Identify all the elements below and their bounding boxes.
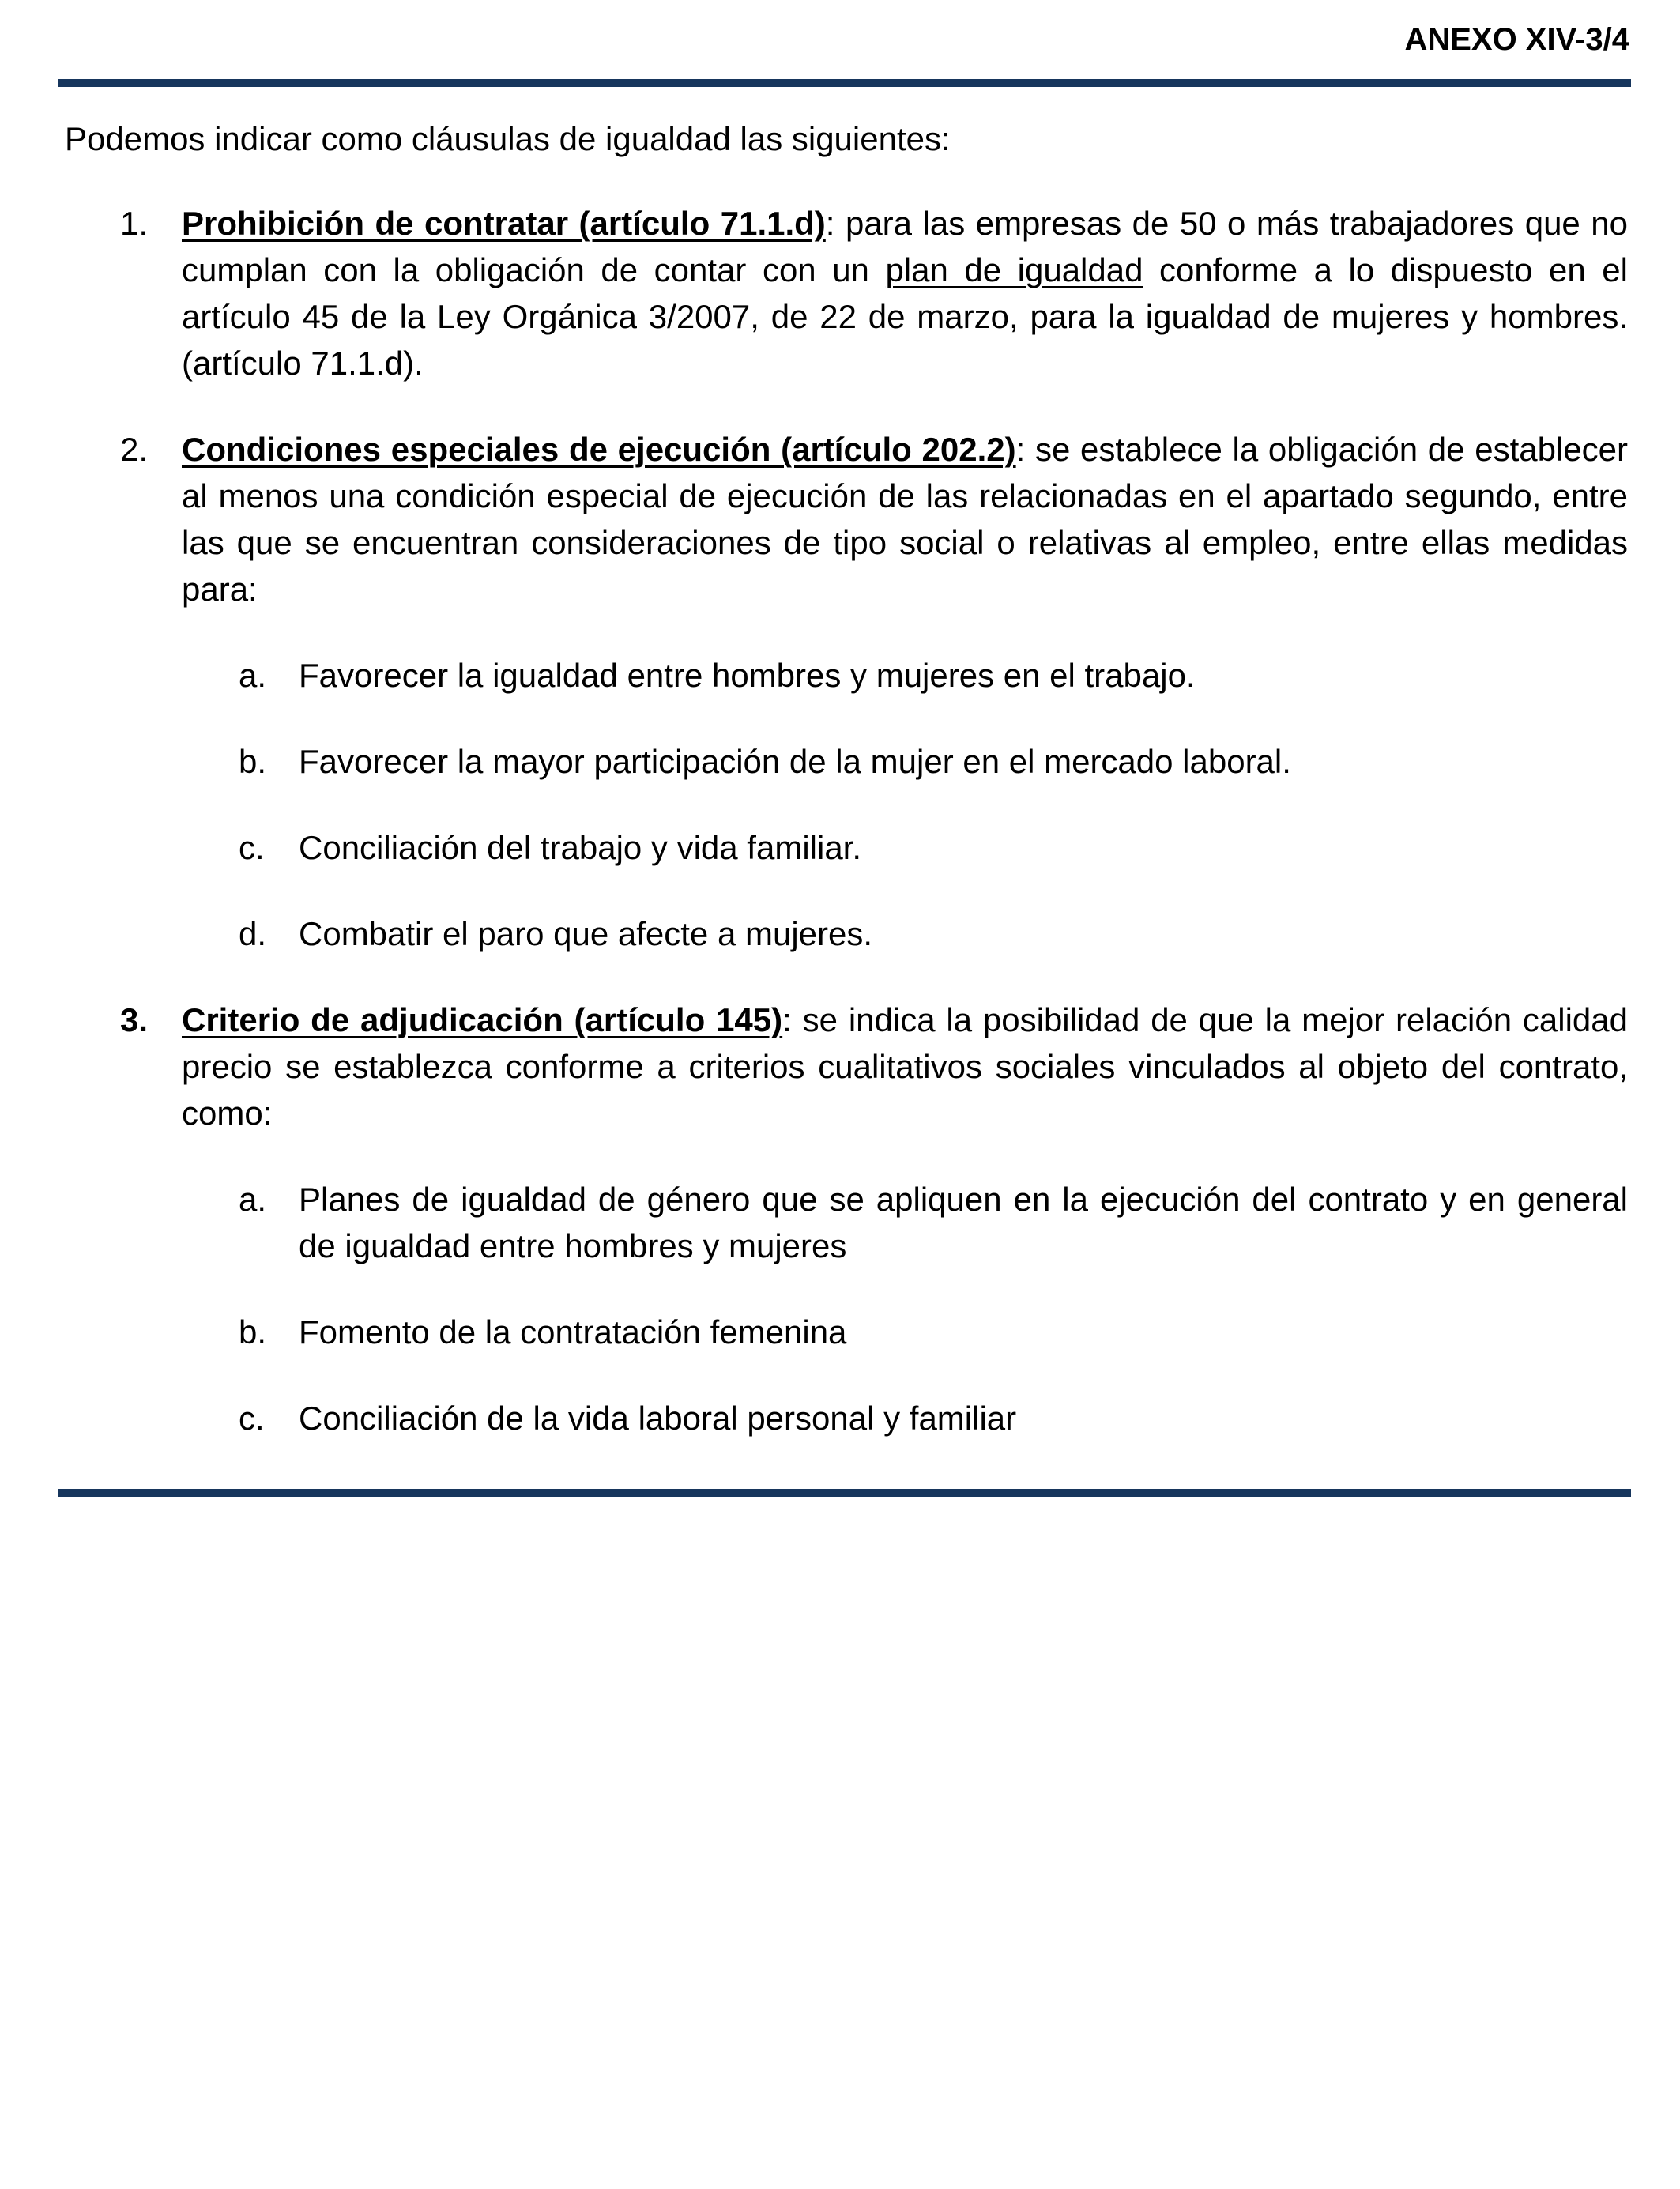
sub-item-letter: b. [239,743,267,780]
sub-item-text: Combatir el paro que afecte a mujeres. [299,915,873,952]
sub-item [182,738,1628,785]
sub-item-text: Planes de igualdad de género que se apliquen en la ejecución del contrato y en general de igualdad entre hombres y mujeres [299,1181,1628,1264]
clause-text: : se indica la posibilidad de que la mejor relación calidad precio se establezca conforme a criterios cualitativos sociales vinculados al objeto del contrato, como: [182,1001,1628,1132]
sub-item [182,1309,1628,1355]
sub-item [182,910,1628,957]
clause-heading: Prohibición de contratar (artículo 71.1.d) [182,205,826,242]
clause-text: : se establece la obligación de establecer al menos una condición especial de ejecución de las relacionadas en el apartado segundo, entre las que se encuentran consideraciones de tipo social o relativas al empleo, entre ellas medidas para: [182,431,1628,608]
clause-heading: Condiciones especiales de ejecución (artículo 202.2) [182,431,1016,468]
clause-number: 1. [120,205,149,242]
clause-item-2 [65,426,1628,957]
sub-item [182,1176,1628,1269]
document-body [65,115,1628,1481]
intro-paragraph: Podemos indicar como cláusulas de igualdad las siguientes: [65,120,951,157]
clause-item-3 [65,997,1628,1441]
clause-number: 2. [120,431,149,468]
annex-title: ANEXO XIV-3/4 [1404,22,1629,57]
bottom-divider [58,1489,1631,1497]
sub-item [182,652,1628,699]
plan-de-igualdad-link[interactable]: plan de igualdad [885,251,1143,288]
sub-item-text: Conciliación de la vida laboral personal y familiar [299,1400,1017,1437]
sub-item [182,1395,1628,1441]
sub-item-text: Conciliación del trabajo y vida familiar. [299,829,862,866]
sub-item [182,824,1628,871]
clause-number: 3. [120,1001,149,1038]
clause-text-continued: conforme a lo dispuesto en el artículo 45 de la Ley Orgánica 3/2007, de 22 de marzo, para la igualdad de mujeres y hombres. (artículo 71.1.d). [182,251,1628,382]
top-divider [58,79,1631,87]
sub-item-letter: a. [239,1181,267,1218]
sub-item-letter: a. [239,657,267,694]
sub-item-text: Favorecer la igualdad entre hombres y mujeres en el trabajo. [299,657,1196,694]
clause-sublist [182,1176,1628,1441]
clause-sublist [182,652,1628,957]
sub-item-letter: b. [239,1313,267,1351]
clause-text: : para las empresas de 50 o más trabajadores que no cumplan con la obligación de contar con un [182,205,1628,288]
clause-item-1 [65,200,1628,386]
clause-heading: Criterio de adjudicación (artículo 145) [182,1001,783,1038]
sub-item-letter: d. [239,915,267,952]
sub-item-text: Favorecer la mayor participación de la mujer en el mercado laboral. [299,743,1291,780]
sub-item-letter: c. [239,829,265,866]
sub-item-text: Fomento de la contratación femenina [299,1313,847,1351]
sub-item-letter: c. [239,1400,265,1437]
